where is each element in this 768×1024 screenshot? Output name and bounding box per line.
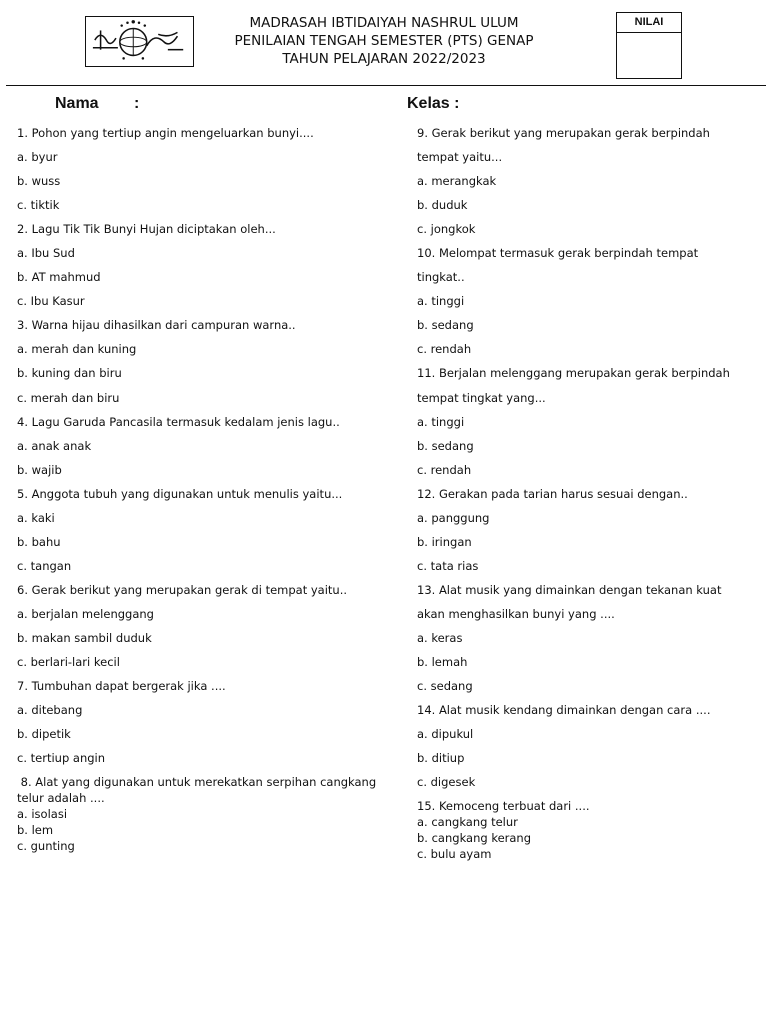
question-line: telur adalah ....	[17, 791, 105, 806]
questions-right-column	[417, 121, 762, 862]
question-line: 15. Kemoceng terbuat dari ....	[417, 799, 590, 814]
answer-option: c. tangan	[17, 558, 72, 573]
answer-option: a. byur	[17, 150, 58, 165]
logo-emblem-icon	[86, 17, 193, 66]
question-line: 4. Lagu Garuda Pancasila termasuk kedalam jenis lagu..	[17, 414, 340, 429]
answer-option: b. lemah	[417, 655, 468, 670]
answer-option: a. cangkang telur	[417, 815, 518, 830]
question-line: 12. Gerakan pada tarian harus sesuai dengan..	[417, 486, 688, 501]
answer-option: a. merangkak	[417, 174, 497, 189]
answer-option: c. jongkok	[417, 222, 476, 237]
answer-option: a. anak anak	[17, 438, 92, 453]
answer-option: a. tinggi	[417, 414, 465, 429]
question-line: 2. Lagu Tik Tik Bunyi Hujan diciptakan oleh...	[17, 222, 276, 237]
class-label: Kelas :	[407, 95, 460, 112]
question-line: akan menghasilkan bunyi yang ....	[417, 606, 615, 621]
question-line: 3. Warna hijau dihasilkan dari campuran warna..	[17, 318, 296, 333]
question-line: 6. Gerak berikut yang merupakan gerak di tempat yaitu..	[17, 582, 348, 597]
answer-option: c. sedang	[417, 679, 473, 694]
answer-option: c. tata rias	[417, 558, 479, 573]
answer-option: c. gunting	[17, 839, 75, 854]
answer-option: b. dipetik	[17, 727, 71, 742]
question-line: 13. Alat musik yang dimainkan dengan tekanan kuat	[417, 582, 722, 597]
answer-option: a. panggung	[417, 510, 490, 525]
academic-year: TAHUN PELAJARAN 2022/2023	[282, 51, 486, 67]
question-line: 11. Berjalan melenggang merupakan gerak berpindah	[417, 366, 730, 381]
answer-option: c. digesek	[417, 775, 476, 790]
answer-option: c. rendah	[417, 462, 472, 477]
question-line: tingkat..	[417, 270, 465, 285]
answer-option: b. sedang	[417, 438, 474, 453]
answer-option: a. dipukul	[417, 727, 474, 742]
exam-title: PENILAIAN TENGAH SEMESTER (PTS) GENAP	[234, 33, 534, 49]
school-name: MADRASAH IBTIDAIYAH NASHRUL ULUM	[249, 15, 519, 31]
question-line: tempat yaitu...	[417, 150, 503, 165]
answer-option: a. berjalan melenggang	[17, 606, 154, 621]
header-divider	[6, 85, 766, 86]
questions-left-column	[17, 121, 402, 854]
answer-option: c. bulu ayam	[417, 847, 492, 862]
answer-option: c. rendah	[417, 342, 472, 357]
answer-option: c. tertiup angin	[17, 751, 106, 766]
question-line: 9. Gerak berikut yang merupakan gerak berpindah	[417, 126, 710, 140]
answer-option: b. iringan	[417, 534, 472, 549]
answer-option: b. cangkang kerang	[417, 831, 532, 846]
answer-option: c. merah dan biru	[17, 390, 120, 405]
score-box[interactable]	[616, 12, 682, 79]
answer-option: a. kaki	[17, 510, 55, 525]
answer-option: b. bahu	[17, 534, 61, 549]
name-label: Nama	[55, 95, 99, 112]
answer-option: b. AT mahmud	[17, 270, 101, 285]
question-line: 10. Melompat termasuk gerak berpindah tempat	[417, 246, 699, 261]
answer-option: c. tiktik	[17, 198, 60, 213]
exam-header	[196, 14, 572, 68]
answer-option: a. merah dan kuning	[17, 342, 137, 357]
name-colon: :	[134, 95, 140, 112]
answer-option: b. duduk	[417, 198, 468, 213]
question-line: 5. Anggota tubuh yang digunakan untuk menulis yaitu...	[17, 486, 343, 501]
answer-option: a. ditebang	[17, 703, 83, 718]
answer-option: b. sedang	[417, 318, 474, 333]
answer-option: b. makan sambil duduk	[17, 630, 152, 645]
answer-option: c. Ibu Kasur	[17, 294, 85, 309]
answer-option: a. tinggi	[417, 294, 465, 309]
answer-option: b. ditiup	[417, 751, 465, 766]
question-line: 14. Alat musik kendang dimainkan dengan cara ....	[417, 703, 711, 718]
school-logo	[85, 16, 194, 67]
answer-option: b. wajib	[17, 462, 62, 477]
question-line: 8. Alat yang digunakan untuk merekatkan serpihan cangkang	[17, 775, 377, 790]
answer-option: b. kuning dan biru	[17, 366, 122, 381]
answer-option: b. lem	[17, 823, 54, 838]
answer-option: c. berlari-lari kecil	[17, 655, 120, 670]
answer-option: a. keras	[417, 630, 463, 645]
answer-option: a. isolasi	[17, 807, 68, 822]
question-line: tempat tingkat yang...	[417, 390, 546, 405]
answer-option: a. Ibu Sud	[17, 246, 75, 261]
question-line: 1. Pohon yang tertiup angin mengeluarkan bunyi....	[17, 126, 314, 140]
answer-option: b. wuss	[17, 174, 61, 189]
score-label: NILAI	[617, 13, 681, 33]
question-line: 7. Tumbuhan dapat bergerak jika ....	[17, 679, 226, 694]
